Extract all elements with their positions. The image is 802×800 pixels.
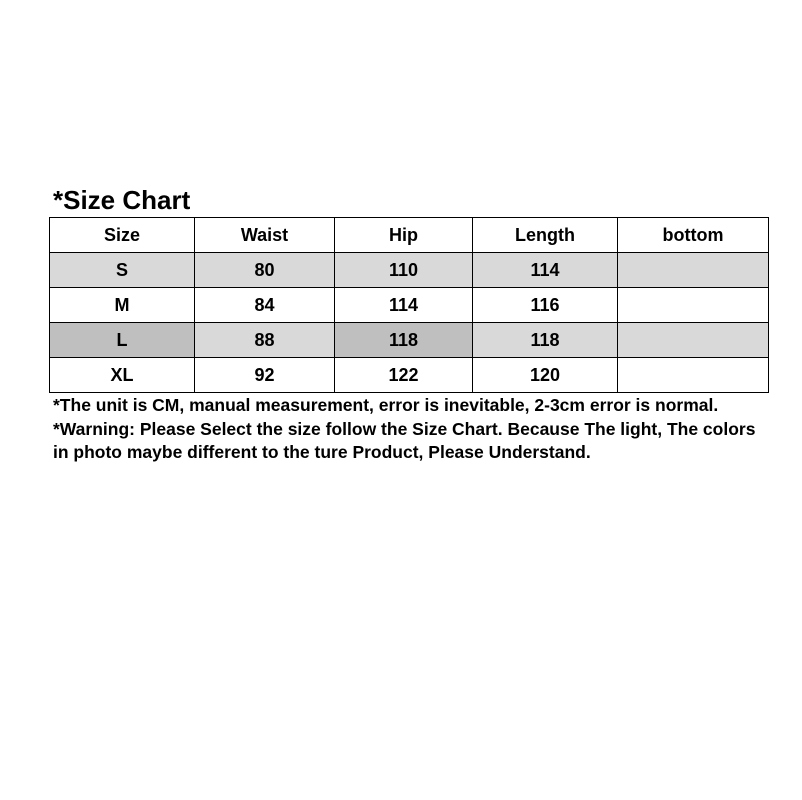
size-cell: L bbox=[50, 323, 195, 358]
bottom-cell bbox=[618, 358, 769, 393]
table-row bbox=[50, 253, 769, 288]
hip-cell: 118 bbox=[335, 323, 473, 358]
size-cell: XL bbox=[50, 358, 195, 393]
size-chart-table bbox=[49, 217, 769, 393]
bottom-cell bbox=[618, 253, 769, 288]
header-size: Size bbox=[50, 218, 195, 253]
length-cell: 120 bbox=[473, 358, 618, 393]
length-cell: 114 bbox=[473, 253, 618, 288]
size-cell: S bbox=[50, 253, 195, 288]
table-row bbox=[50, 288, 769, 323]
measurement-note: *The unit is CM, manual measurement, error is inevitable, 2-3cm error is normal. *Warning: Please Select the size follow the Size Chart. Because The light, The colors in photo maybe different to the ture Product, Please Understand. bbox=[53, 395, 756, 462]
bottom-cell bbox=[618, 288, 769, 323]
header-length: Length bbox=[473, 218, 618, 253]
waist-cell: 84 bbox=[195, 288, 335, 323]
table-row bbox=[50, 323, 769, 358]
size-cell: M bbox=[50, 288, 195, 323]
length-cell: 118 bbox=[473, 323, 618, 358]
length-cell: 116 bbox=[473, 288, 618, 323]
header-bottom: bottom bbox=[618, 218, 769, 253]
table-header-row bbox=[50, 218, 769, 253]
waist-cell: 88 bbox=[195, 323, 335, 358]
size-chart-title: *Size Chart bbox=[53, 185, 191, 215]
header-waist: Waist bbox=[195, 218, 335, 253]
header-hip: Hip bbox=[335, 218, 473, 253]
bottom-cell bbox=[618, 323, 769, 358]
hip-cell: 114 bbox=[335, 288, 473, 323]
table-row bbox=[50, 358, 769, 393]
hip-cell: 110 bbox=[335, 253, 473, 288]
hip-cell: 122 bbox=[335, 358, 473, 393]
waist-cell: 92 bbox=[195, 358, 335, 393]
waist-cell: 80 bbox=[195, 253, 335, 288]
